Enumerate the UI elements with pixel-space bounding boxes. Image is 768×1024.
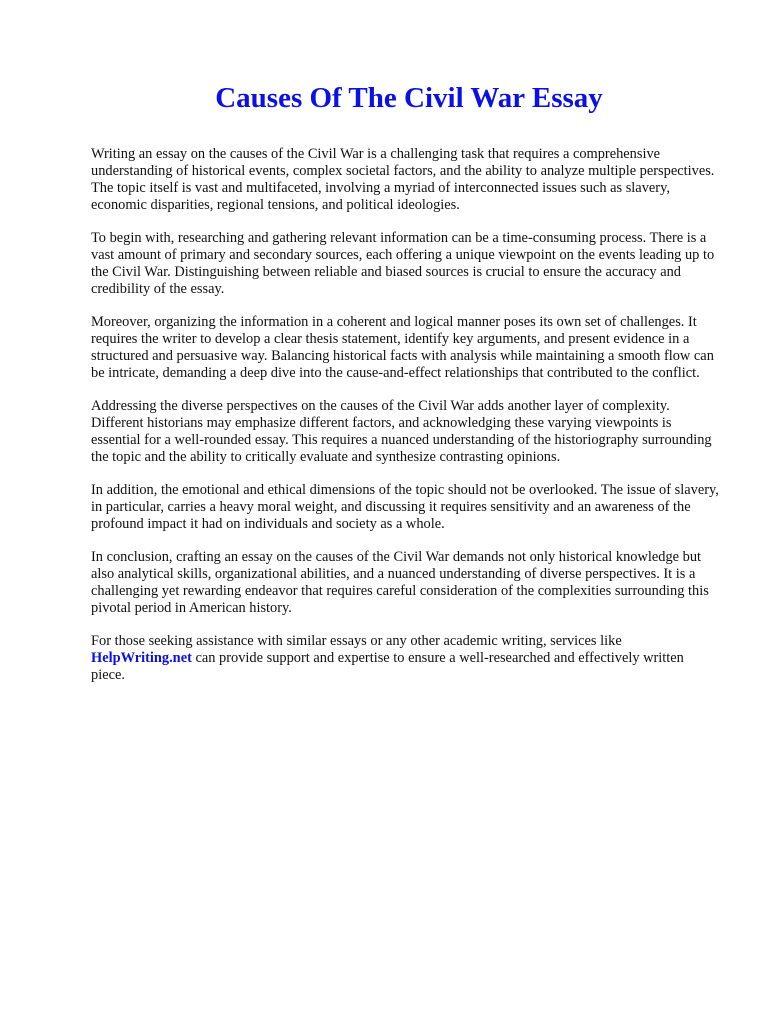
paragraph-ethics: In addition, the emotional and ethical dimensions of the topic should not be overlooked. The issue of slavery, in particular, carries a heavy moral weight, and discussing it requires sensitivity and an awareness of the profound impact it had on individuals and society as a whole. bbox=[91, 482, 719, 532]
helpwriting-link[interactable]: HelpWriting.net bbox=[91, 650, 192, 666]
paragraph-perspectives: Addressing the diverse perspectives on the causes of the Civil War adds another layer of complexity. Different historians may emphasize different factors, and acknowledging these varying viewpoints is essential for a well-rounded essay. This requires a nuanced understanding of the historiography surrounding the topic and the ability to critically evaluate and synthesize contrasting opinions. bbox=[91, 398, 712, 465]
paragraph-conclusion: In conclusion, crafting an essay on the causes of the Civil War demands not only historical knowledge but also analytical skills, organizational abilities, and a nuanced understanding of diverse perspectives. It is a challenging yet rewarding endeavor that requires careful consideration of the complexities surrounding this pivotal period in American history. bbox=[91, 549, 709, 616]
paragraph-research: To begin with, researching and gathering relevant information can be a time-consuming process. There is a vast amount of primary and secondary sources, each offering a unique viewpoint on the events leading up to the Civil War. Distinguishing between reliable and biased sources is crucial to ensure the accuracy and credibility of the essay. bbox=[91, 230, 715, 297]
page-title: Causes Of The Civil War Essay bbox=[215, 82, 603, 114]
paragraph-intro: Writing an essay on the causes of the Civil War is a challenging task that requires a comprehensive understanding of historical events, complex societal factors, and the ability to analyze multiple perspectives. The topic itself is vast and multifaceted, involving a myriad of interconnected issues such as slavery, economic disparities, regional tensions, and political ideologies. bbox=[91, 146, 715, 213]
closing-text-before-link: For those seeking assistance with similar essays or any other academic writing, services like bbox=[91, 633, 622, 649]
paragraph-closing bbox=[91, 633, 721, 684]
essay-body bbox=[91, 146, 721, 700]
paragraph-organization: Moreover, organizing the information in a coherent and logical manner poses its own set of challenges. It requires the writer to develop a clear thesis statement, identify key arguments, and present evidence in a structured and persuasive way. Balancing historical facts with analysis while maintaining a smooth flow can be intricate, demanding a deep dive into the cause-and-effect relationships that contributed to the conflict. bbox=[91, 314, 714, 381]
closing-text-after-link: can provide support and expertise to ensure a well-researched and effectively written piece. bbox=[91, 650, 684, 683]
